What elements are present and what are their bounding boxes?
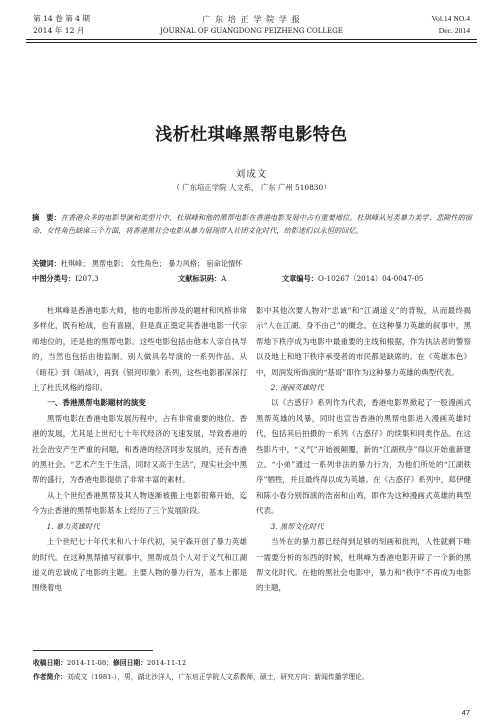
header-journal-en: JOURNAL OF GUANGDONG PEIZHENG COLLEGE	[160, 27, 343, 35]
abstract-label: 摘 要：	[32, 213, 61, 222]
footnote-rule	[33, 650, 153, 651]
received-value: 2014-11-08；	[66, 659, 113, 667]
document-code	[178, 273, 226, 285]
id-value: O-10267（2014）04-0047-05	[317, 274, 424, 283]
keywords	[32, 258, 472, 270]
body-paragraph: 当外在的暴力都已经得到足够的刻画和批判，人性就剩下唯一需要分析的东西的时候，杜琪峰为香港电影开辟了一个新的黑帮文化时代。在他的黑社会电影中，暴力和“秩序”不再成为电影的主题，	[256, 537, 471, 593]
keywords-text: 杜琪峰； 黑帮电影； 女性角色； 暴力风格； 宿命论情怀	[60, 259, 243, 268]
author-bio-value: 刘成文（1981-），男，湖北沙洋人，广东培正学院人文系教师，硕士，研究方向：新闻传播学理论。	[66, 673, 369, 681]
subsection-heading: 3. 黑帮文化时代	[270, 521, 324, 531]
subsection-heading: 2. 漫画英雄时代	[270, 383, 324, 393]
abstract-text: 在香港众多的电影导演和类型片中，杜琪峰和他的黑帮电影在香港电影发展中占有重要地位。杜琪峰从另类暴力美学、悲剧性的宿命、女性角色缺席三个方面，将香港黑社会电影从暴力展现带入社团文化时代，给影迷们以永恒的回忆。	[32, 213, 472, 235]
header-rule-bottom	[26, 42, 477, 43]
body-paragraph: 杜琪峰是香港电影大师，他的电影所涉及的题材和风格非常多样化，既有枪战，也有喜剧，但是真正奠定其香港电影一代宗师地位的，还是他的黑帮电影。这些电影包括由他本人亲自执导的，当然也包括由他监制、别人做具名导演的一系列作品。从《暗花》到《暗战》，再到《银河印象》系列，这些电影都深深打上了杜氏风格的烙印。	[32, 306, 247, 393]
header-date-cn: 2014 年 12 月	[33, 26, 85, 35]
abstract	[32, 211, 472, 237]
body-paragraph: 上个世纪七十年代末和八十年代初，吴宇森开创了暴力英雄的时代。在这种黑帮描写叙事中，黑帮成员个人对于义气和江湖道义的忠诚成了电影的主题。主要人物的暴力行为，基本上都是围绕着电	[32, 537, 247, 593]
body-paragraph: 从上个世纪香港黑帮及其人物逐渐被搬上电影银幕开始，迄今为止香港的黑帮电影基本上经历了三个发展阶段。	[32, 490, 247, 516]
keywords-label: 关键词：	[32, 259, 61, 268]
article-title: 浅析杜琪峰黑帮电影特色	[155, 125, 348, 145]
received-label: 收稿日期：	[33, 659, 67, 667]
revised-value: 2014-11-12	[146, 659, 187, 667]
doc-label: 文献标识码：	[178, 274, 222, 283]
body-column-left	[32, 303, 247, 596]
body-paragraph: 影中其他次要人物对“忠诚”和“江湖道义”的背叛，从而最终揭示“人在江湖、身不由己”的概念。在这种暴力英雄的叙事中，黑帮地下秩序成为电影中最重要的主线和根据，作为执法者的警察以及地上和地下秩序承受者的市民都是缺席的。在《英雄本色》中，周润发所饰演的“基哥”即作为这种暴力英雄的典型代表。	[256, 306, 471, 377]
revised-label: 修回日期：	[112, 659, 147, 667]
header-journal-cn: 广 东 培 正 学 院 学 报	[202, 14, 301, 24]
body-paragraph: 以《古惑仔》系列作为代表，香港电影界掀起了一股漫画式黑帮英雄的风暴，同时也宣告香港的黑帮电影进入漫画英雄时代，包括其后拍摄的一系列《古惑仔》的续集和同类作品。在这些影片中，“义气”开始被颠覆，新的“江湖秩序”得以开始重新建立。“小弟”通过一系列非法的暴力行为，为他们所处的“江湖秩序”牺牲，并且最终得以成为英雄。在《古惑仔》系列中，郑伊健和陈小春分别饰演的浩南和山鸡，即作为这种漫画式英雄的典型代表。	[256, 398, 471, 516]
page-number: 47	[461, 708, 470, 717]
article-affiliation: （ 广东培正学院 人文系， 广东 广州 510830）	[172, 183, 331, 192]
section-heading: 一、香港黑帮电影题材的演变	[47, 398, 146, 408]
author-bio-label: 作者简介：	[33, 673, 67, 681]
header-volume-en: Vol.14 NO.4	[431, 14, 470, 23]
clc-number	[32, 273, 99, 285]
body-paragraph: 黑帮电影在香港电影发展历程中，占有非常重要的地位。香港的发展，尤其是上世纪七十年代经济的飞速发展，导致香港的社会治安产生严重的问题，和香港的经济同步发展的，还有香港的黑社会。“艺术产生于生活，同时又高于生活”，现实社会中黑帮的盛行，为香港电影提供了非常丰富的素材。	[32, 413, 247, 485]
footnote-dates	[33, 658, 186, 668]
article-id	[282, 273, 424, 285]
subsection-heading: 1. 暴力英雄时代	[46, 521, 100, 531]
header-rule-top	[26, 39, 477, 40]
body-column-right	[256, 303, 471, 596]
header-volume-cn: 第 14 卷 第 4 期	[33, 14, 90, 23]
header-date-en: Dec. 2014	[438, 26, 470, 35]
doc-value: A	[221, 274, 227, 283]
footnote-author	[33, 672, 369, 682]
article-author: 刘成文	[235, 169, 268, 180]
clc-value: I207.3	[75, 274, 99, 283]
id-label: 文章编号：	[282, 274, 318, 283]
clc-label: 中图分类号：	[32, 274, 76, 283]
